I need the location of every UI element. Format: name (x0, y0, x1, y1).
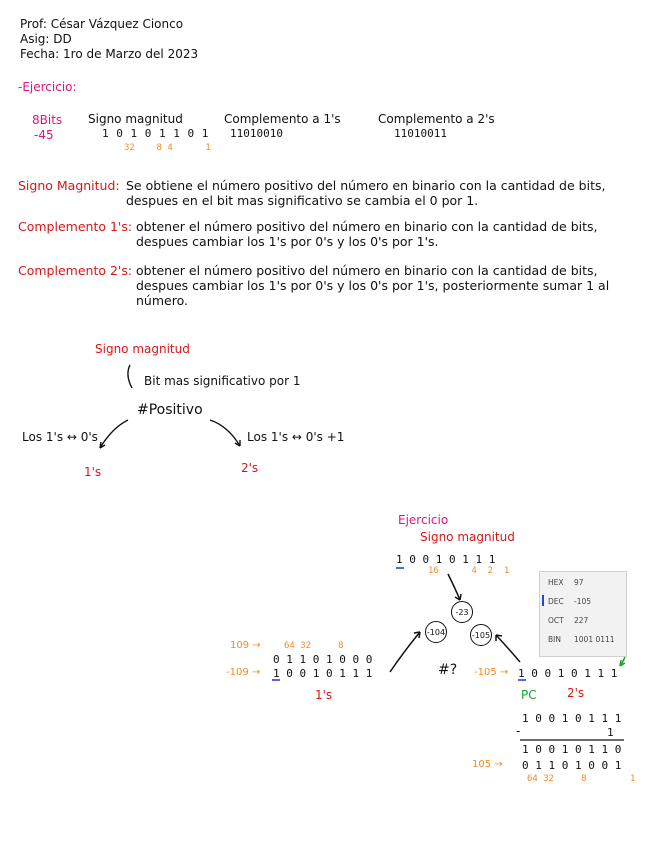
circle-right-value: -105 (471, 630, 491, 640)
weights105: 64 32 8 1 (527, 774, 636, 784)
weights109: 64 32 8 (284, 641, 344, 651)
calc-bin-value: 1001 0111 (574, 635, 615, 644)
calc-dec-label: DEC (548, 597, 564, 606)
label-1s: 1's (315, 688, 333, 702)
calc-selected-marker (542, 595, 544, 606)
sm-col-label: Signo magnitud (88, 112, 183, 126)
neg105-label: -105 → (474, 667, 509, 678)
sub-result: 1 0 0 1 0 1 1 0 (522, 743, 622, 756)
negbin109: 1 0 0 1 0 1 1 1 (273, 667, 373, 680)
c1-col-value: 11010010 (230, 127, 283, 140)
circle-left-value: -104 (426, 627, 446, 637)
calc-hex-label: HEX (548, 578, 564, 587)
diagram-sm-label: Signo magnitud (95, 342, 190, 356)
c1-col-label: Complemento a 1's (224, 112, 341, 126)
header-fecha: Fecha: 1ro de Marzo del 2023 (20, 47, 199, 61)
sub-one: 1 (607, 726, 614, 739)
def-c1-term: Complemento 1's: (18, 219, 133, 234)
pc-label: PC (521, 688, 537, 702)
bin105: 0 1 1 0 1 0 0 1 (522, 759, 622, 772)
pos105-label: 105 → (472, 759, 503, 770)
def-c2-text: obtener el número positivo del número en binario con la cantidad de bits, despues cambiar los 1's por 0's y los 0's por 1's, posteriormente sumar 1 al número. (136, 263, 610, 308)
diagram-left-note: Los 1's ↔ 0's (22, 430, 98, 444)
negbin105: 1 0 0 1 0 1 1 1 (518, 667, 618, 680)
exercise2-sm-value: 1 0 0 1 0 1 1 1 (396, 553, 496, 566)
sub-minus: - (516, 724, 521, 738)
neg109-label: -109 → (226, 667, 261, 678)
c2-col-label: Complemento a 2's (378, 112, 495, 126)
calc-oct-label: OCT (548, 616, 564, 625)
sm-col-value: 1 0 1 0 1 1 0 1 (102, 127, 209, 140)
pos109-label: 109 → (230, 640, 261, 651)
c2-col-value: 11010011 (394, 127, 447, 140)
exercise-title: -Ejercicio: (18, 80, 77, 94)
exercise2-sm-weights: 16 4 2 1 (428, 566, 510, 576)
label-2s: 2's (567, 686, 585, 700)
exercise2-subtitle: Signo magnitud (420, 530, 515, 544)
exercise-number: -45 (34, 128, 54, 142)
diagram-left-label: 1's (84, 465, 102, 479)
circle-left (425, 621, 447, 643)
diagram-root: #Positivo (137, 402, 203, 418)
circle-top-value: -23 (455, 607, 469, 617)
diagram-sm-note: Bit mas significativo por 1 (144, 374, 301, 388)
header-prof: Prof: César Vázquez Cionco (20, 17, 184, 31)
circle-right (470, 624, 492, 646)
bits-label: 8Bits (32, 113, 63, 127)
diagram-right-note: Los 1's ↔ 0's +1 (247, 430, 345, 444)
def-sm-text: Se obtiene el número positivo del número en binario con la cantidad de bits, despues en el bit mas significativo se cambia el 0 por 1. (126, 178, 606, 208)
calc-bin-label: BIN (548, 635, 561, 644)
circle-top (451, 601, 473, 623)
def-sm-term: Signo Magnitud: (18, 178, 120, 193)
def-c1-text: obtener el número positivo del número en binario con la cantidad de bits, despues cambiar los 1's por 0's y los 0's por 1's. (136, 219, 598, 249)
def-c2-term: Complemento 2's: (18, 263, 133, 278)
sm-col-weights: 32 8 4 1 (124, 143, 211, 153)
bin109: 0 1 1 0 1 0 0 0 (273, 653, 373, 666)
exercise2-center: #? (438, 662, 458, 678)
calc-dec-value: -105 (574, 597, 592, 606)
calc-hex-value: 97 (574, 578, 584, 587)
calculator-panel (539, 571, 627, 657)
sub-top: 1 0 0 1 0 1 1 1 (522, 712, 622, 725)
calc-oct-value: 227 (574, 616, 589, 625)
exercise2-title: Ejercicio (398, 513, 449, 527)
diagram-right-label: 2's (241, 461, 259, 475)
header-asig: Asig: DD (20, 32, 72, 46)
